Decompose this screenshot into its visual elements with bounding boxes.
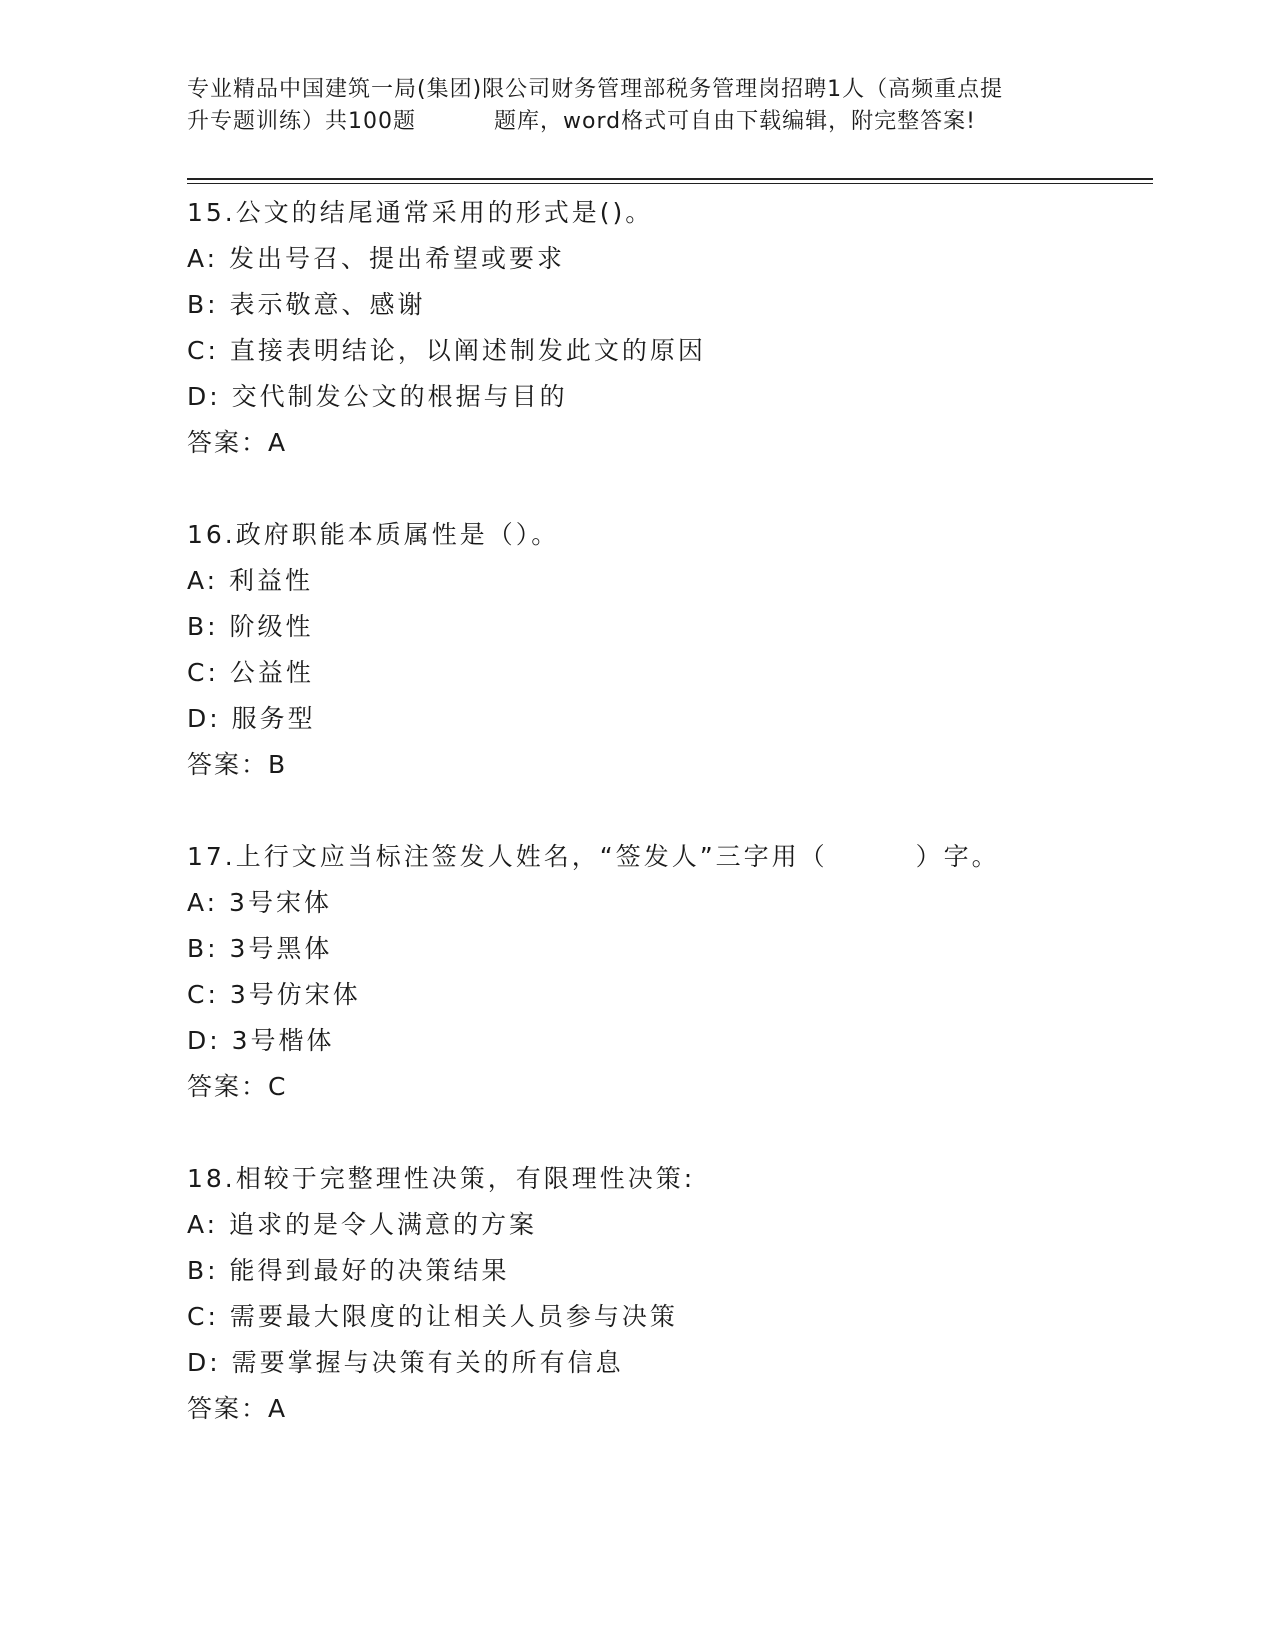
option-d: D: 3号楷体 <box>187 1026 335 1055</box>
answer-value: C <box>268 1072 288 1101</box>
option-b: B: 阶级性 <box>187 612 314 641</box>
answer-label: 答案： <box>187 1072 269 1101</box>
header-divider-thick <box>187 178 1153 180</box>
answer-row <box>187 1386 1153 1432</box>
answer-row <box>187 1064 1153 1110</box>
question-stem-part-2: ）字。 <box>915 842 1000 871</box>
header-line-2 <box>187 106 1087 138</box>
answer-label: 答案： <box>187 1394 269 1423</box>
option-a: A: 追求的是令人满意的方案 <box>187 1210 538 1239</box>
option-d: D: 交代制发公文的根据与目的 <box>187 382 568 411</box>
question-15 <box>187 190 1153 466</box>
header-divider-thin <box>187 183 1153 184</box>
option-c: C: 需要最大限度的让相关人员参与决策 <box>187 1302 678 1331</box>
answer-value: A <box>268 428 288 457</box>
option-b: B: 表示敬意、感谢 <box>187 290 426 319</box>
option-c: C: 直接表明结论，以阐述制发此文的原因 <box>187 336 706 365</box>
question-stem-part-1: 17.上行文应当标注签发人姓名，“签发人”三字用（ <box>187 842 828 871</box>
option-c: C: 公益性 <box>187 658 314 687</box>
question-stem: 16.政府职能本质属性是（）。 <box>187 520 560 549</box>
answer-row <box>187 742 1153 788</box>
option-c: C: 3号仿宋体 <box>187 980 361 1009</box>
header-line-2-part-1: 升专题训练）共100题 <box>187 109 416 134</box>
answer-value: A <box>268 1394 288 1423</box>
question-stem: 18.相较于完整理性决策，有限理性决策: <box>187 1164 696 1193</box>
option-b: B: 3号黑体 <box>187 934 333 963</box>
option-a: A: 利益性 <box>187 566 314 595</box>
option-a: A: 3号宋体 <box>187 888 332 917</box>
answer-row <box>187 420 1153 466</box>
question-list <box>187 190 1153 1478</box>
answer-label: 答案： <box>187 428 269 457</box>
question-16 <box>187 512 1153 788</box>
header-line-2-part-2: 题库，word格式可自由下载编辑，附完整答案! <box>494 109 976 134</box>
question-17 <box>187 834 1153 1110</box>
question-stem: 15.公文的结尾通常采用的形式是()。 <box>187 198 654 227</box>
option-d: D: 服务型 <box>187 704 316 733</box>
page-header <box>187 74 1087 138</box>
answer-label: 答案： <box>187 750 269 779</box>
question-stem <box>187 834 1153 880</box>
answer-value: B <box>268 750 288 779</box>
header-line-1: 专业精品中国建筑一局(集团)限公司财务管理部税务管理岗招聘1人（高频重点提 <box>187 77 1004 102</box>
option-b: B: 能得到最好的决策结果 <box>187 1256 510 1285</box>
option-a: A: 发出号召、提出希望或要求 <box>187 244 566 273</box>
option-d: D: 需要掌握与决策有关的所有信息 <box>187 1348 624 1377</box>
question-18 <box>187 1156 1153 1432</box>
